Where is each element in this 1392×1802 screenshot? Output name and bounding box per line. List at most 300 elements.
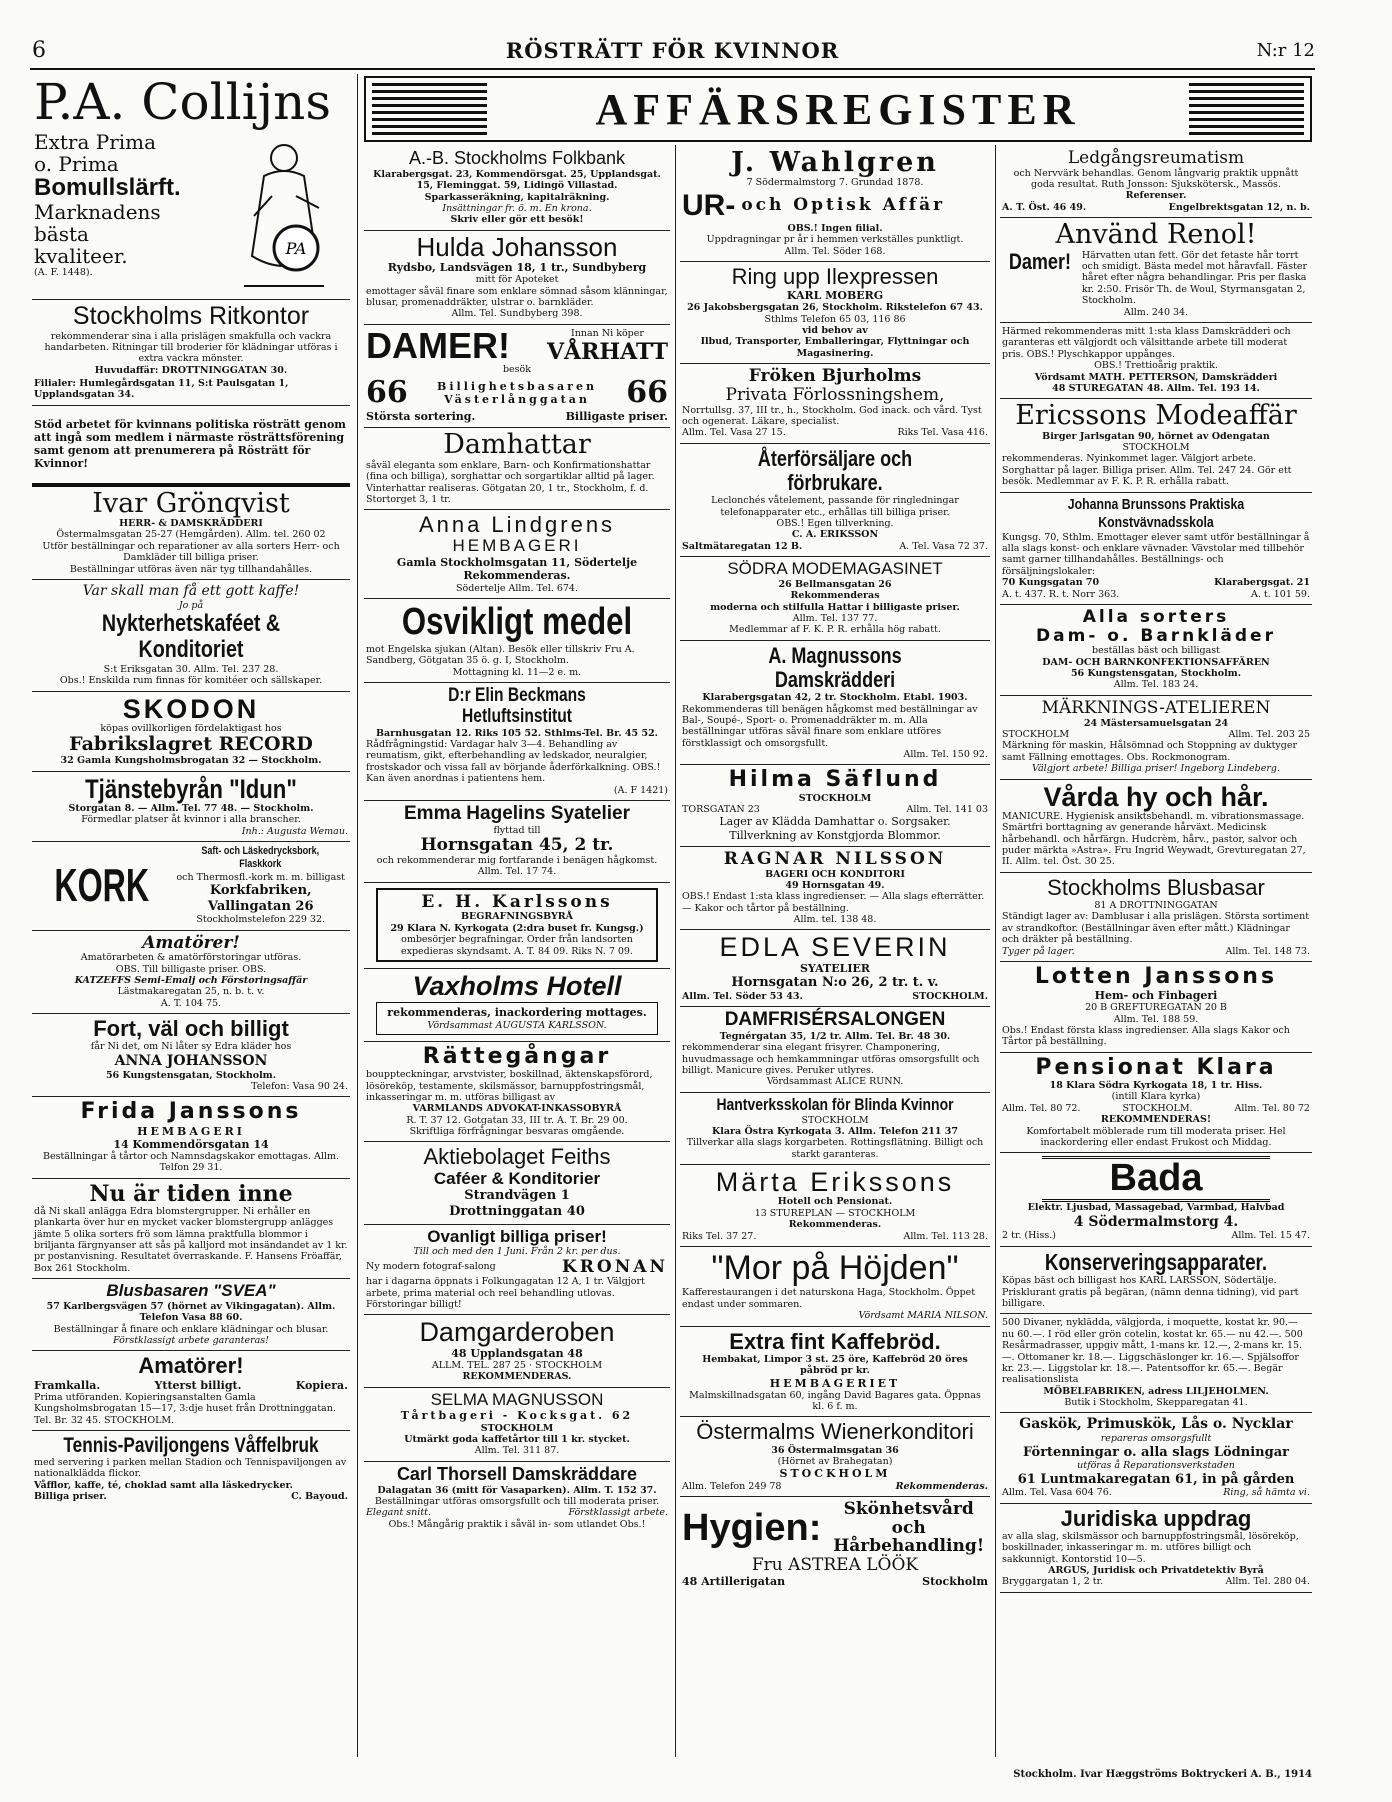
ad-right: Allm. Tel. 113 28. [903,1230,988,1242]
ad-tel: Södertelje Allm. Tel. 674. [456,582,578,594]
ad-idun [32,772,350,843]
ad-firm: MÖBELFABRIKEN, adress LILJEHOLMEN. [1043,1385,1269,1397]
ad-right: Allm. Tel. 141 03 [906,804,988,816]
ad-title: Vaxholms Hotell [412,971,622,1002]
ad-ragnar-nilsson [680,847,990,931]
ad-city: STOCKHOLM [798,792,872,804]
ad-city: STOCKHOLM [480,1422,554,1434]
ad-bada [1000,1153,1312,1246]
ad-sub: Privata Förlossningshem, [725,384,945,405]
ad-rattegangar [364,1042,670,1143]
ad-address: Barnhusgatan 12. Riks 105 52. Sthlms-Tel. Br. 45 52. [376,727,658,739]
ad-tagline: Till och med den 1 Juni. Från 2 kr. per dus. [413,1246,621,1258]
ad-text: mot Engelska sjukan (Altan). Besök eller tillskriv Fru A. Sandberg, Götgatan 35 ö. g. I, Stockholm. [366,643,635,667]
ad-signature: Vördsammast ALICE RUNN. [766,1076,904,1088]
ad-rek: REKOMMENDERAS. [462,1371,572,1383]
ad-title: RAGNAR NILSSON [723,848,947,869]
ad-left: Allm. Tel. 80 72. [1002,1102,1081,1114]
ad-address: 13 STUREPLAN — STOCKHOLM [754,1207,916,1219]
column-divider [357,74,358,1757]
ad-tel: A. T. 104 75. [160,997,222,1009]
ad-title: Rättegångar [422,1043,612,1069]
ad-brand: KRONAN [562,1256,668,1277]
ad-right: Allm. Tel. 80 72 [1234,1102,1310,1114]
ad-text: Beställningar å tårtor och Namnsdagskakor emottagas. Allm. Telfon 29 31. [42,1150,339,1174]
ad-address: 61 Luntmakaregatan 61, in på gården [1017,1471,1295,1487]
ad-text: Lager av Klädda Damhattar o. Sorgsaker. [719,815,951,829]
ad-text: Prima utföranden. Kopieringsanstalten Gamla Kungsholmsbrogatan 15—17, 3:dje huset från Drottninggatan. Tel. Br. 32 45. STOCKHOLM. [34,1391,336,1426]
ad-text: Ständigt lager av: Damblusar i alla prislägen. Största sortiment av strandkoftor. (Beställningar även efter mått.) Klädningar och dräkter på beställning. [1002,911,1310,946]
ad-big-word: Damer! [1008,248,1071,274]
ad-left: Allm. Tel. Vasa 27 15. [682,427,786,439]
ad-firm: VARMLANDS ADVOKAT-INKASSOBYRÅ [412,1103,622,1115]
ad-address: Hornsgatan 45, 2 tr. [420,835,614,856]
ad-sodra-modemagasinet [680,557,990,641]
ad-small: Jo på [178,599,204,611]
ad-left: A. T. Öst. 46 49. [1002,201,1087,213]
ad-amatorer-kopiering [32,1351,350,1431]
ad-address: Birger Jarlsgatan 90, hörnet av Odengatan [1042,430,1270,442]
ad-left: Tyger på lager. [1002,945,1075,957]
ad-ref: Referenser. [1125,190,1187,202]
ad-title: Östermalms Wienerkonditori [696,1419,974,1445]
ad-left: 70 Kungsgatan 70 [1002,577,1100,589]
ad-text: Insättningar fr. ö. m. En krona. [442,202,592,214]
ad-text: köpas ovillkorligen fördelaktigast hos [100,722,282,734]
ad-title: J. Wahlgren [731,147,939,178]
ad-address: Gamla Stockholmsgatan 11, Södertelje [396,556,638,570]
ad-address: Hornsgatan N:o 26, 2 tr. t. v. [731,974,939,990]
ad-tennis [32,1431,350,1507]
ad-title: Konserveringsapparater. [1044,1248,1268,1275]
header-rule [30,68,1315,70]
ad-text: av alla slag, skilsmässor och barnuppfostringsmål, lösöreköp, boskillnader, inkasseringar m. m. utföres billigt och sakkunnigt. Kontorstid 10—5. [1002,1530,1299,1565]
ad-sub: Dam- o. Barnkläder [1036,625,1276,646]
ad-title: A.-B. Stockholms Folkbank [408,148,626,168]
column-1 [32,74,350,1762]
ad-wahlgren [680,146,990,262]
ad-gaskok [1000,1413,1312,1503]
ad-text: ombesörjer begrafningar. Order från landsorten expedieras skyndsamt. A. T. 84 09. Riks N. 7 09. [400,934,633,957]
ad-fro [32,1179,350,1280]
ad-big-word: Hygien: [682,1506,822,1549]
ad-title: SELMA MAGNUSSON [430,1389,604,1409]
ad-text: rekommenderar sina elegant frisyrer. Champonering, huvudmassage och hemkammningar utföras omsorgsfullt och billigt. Manicure gives. Peruker utlyres. [682,1042,980,1077]
ad-title: Anna Lindgrens [418,512,616,538]
ad-sub: Butik i Stockholm, Skepparegatan 41. [1064,1397,1248,1409]
printer-footer: Stockholm. Ivar Hæggströms Boktryckeri A. B., 1914 [1013,1769,1312,1780]
column-divider [995,145,996,1757]
ad-petterson [1000,323,1312,399]
ad-big-word: UR- [682,188,736,222]
ad-title: D:r Elin Beckmans Hetluftsinstitut [448,684,586,727]
ad-title: Aktiebolaget Feiths [423,1144,611,1170]
ad-kronan [364,1225,670,1316]
ad-ledgangsreumatism [1000,146,1312,218]
ad-kork [32,842,350,930]
ad-address: Östermalmsgatan 25-27 (Hemgården). Allm. tel. 260 02 [56,529,326,541]
ad-hantverksskolan [680,1093,990,1165]
ad-right: Förstklassigt arbete. [568,1507,668,1519]
ad-text: får Ni det, om Ni låter sy Edra kläder hos [90,1041,292,1053]
ad-text: har i dagarna öppnats i Folkungagatan 12 A, 1 tr. Välgjort arbete, prima material och reel behandling utlovas. Förstoringar billigt! [366,1276,645,1311]
ad-text: OBS.! Ingen filial. [787,222,883,234]
ad-title: Damgarderoben [419,1317,615,1348]
ad-firm: DAM- OCH BARNKONFEKTIONSAFFÄREN [1042,656,1270,668]
ad-eriksson-element [680,444,990,557]
ad-line: bästa [34,222,89,247]
ad-right: Allm. Tel. 280 04. [1225,1576,1310,1588]
ad-city: STOCKHOLM [779,1467,891,1481]
ad-text: OBS.! Egen tillverkning. [776,517,894,529]
ad-text: och rekommenderar mig fortfarande i benägen hågkomst. [376,854,658,866]
ad-sub: Caféer & Konditorier [433,1168,601,1188]
ad-address: Klarabergsgat. 23, Kommendörsgat. 25, Upplandsgat. 15, Fleminggat. 59, Lidingö Villastad. [373,168,661,192]
ad-right: Allm. Tel. 15 47. [1231,1230,1310,1242]
ad-tel: Allm. Tel. Sundbyberg 398. [451,308,583,320]
ad-tel: Allm. Tel. 150 92. [903,749,988,761]
ad-juridiska-uppdrag [1000,1504,1312,1593]
ad-left: A. t. 437. R. t. Norr 363. [1002,588,1120,600]
ad-text: rekommenderas. Nyinkommet lager. Välgjort arbete. Sorghattar på lager. Billiga priser. Allm. Tel. 247 24. Gör ett besök. Medlemmar av F. K. P. R. erhålla rabatt. [1002,453,1292,488]
ad-feiths [364,1142,670,1224]
ad-title: Juridiska uppdrag [1060,1505,1252,1531]
ad-title: P.A. Collijns [34,74,331,131]
ad-text: Utför beställningar och reparationer av alla sorters Herr- och Damkläder till billiga priser. [42,540,340,564]
ad-sub: mitt för Apoteket [475,274,559,286]
ad-tel: Allm. Tel. Söder 168. [784,245,886,257]
ad-text: OBS.! Endast 1:sta klass ingredienser. — Alla slags efterrätter. — Kakor och tårtor på beställning. [682,891,985,914]
ad-title: Osvikligt medel [401,600,633,643]
ad-text: OBS.! Trettioårig praktik. [1094,360,1218,372]
ad-address: Malmskillnadsgatan 60, ingång David Bagares gata. Öppnas kl. 6 f. m. [689,1389,981,1413]
ad-damgarderoben [364,1315,670,1387]
ad-left: Elegant snitt. [366,1507,431,1519]
ad-tagline: Förstklassigt arbete garanteras! [113,1335,269,1347]
ad-title: Hantverksskolan för Blinda Kvinnor [716,1094,954,1114]
ad-title: Nu är tiden inne [89,1180,293,1207]
ad-text: Leclonchés våtelement, passande för ringledningar telefonapparater etc., erhållas till billiga priser. [711,495,959,518]
spinning-woman-illustration [224,136,344,296]
ad-thorsell [364,1462,670,1534]
ad-title: Tjänstebyrån "Idun" [85,773,297,804]
ad-address: 20 B GREFTUREGATAN 20 B [1085,1002,1227,1014]
ad-title: SKODON [122,693,260,724]
ad-text: MANICURE. Hygienisk ansiktsbehandl. m. vibrationsmassage. Smärtfri borttagning av generande hårväxt. Medicinsk hårbehandl. och hårfärgn. Hudcrèm, hårv., pastor, salvor och puder märkta »Astra». Fru Ingrid Weywadt, Grevturegatan 27, II. Allm. tel. Öst. 30 25. [1002,810,1306,868]
ad-title: Bada [1042,1156,1270,1202]
ad-mobelfabriken [1000,1314,1312,1413]
ad-address: 32 Gamla Kungsholmsbrogatan 32 — Stockholm. [60,755,322,767]
ad-right: STOCKHOLM. [912,990,988,1002]
ad-magnusson-damskradderi [680,641,990,766]
ad-street: Västerlånggatan [444,392,590,406]
ad-marta-eriksson [680,1165,990,1247]
ad-text: och Nervvärk behandlas. Genom långvarig praktik uppnått goda resultat. Ruth Jonsson: Sjukskötersk., Massös. [1013,167,1299,191]
ad-rek: REKOMMENDERAS! [1100,1114,1212,1126]
ad-ref: (A. F. 1448). [34,267,93,279]
column-3 [680,146,990,1762]
column-2 [364,146,670,1762]
ad-title: Extra fint Kaffebröd. [729,1328,941,1354]
ad-left: TORSGATAN 23 [682,804,760,816]
ad-left: Största sortering. [366,410,476,424]
ad-title: Amatörer! [138,1353,244,1379]
ad-text: Sparkasseräkning, kapitalräkning. [424,191,610,203]
ad-shop: Billighetsbasaren [437,379,597,393]
ad-title: Hulda Johansson [416,231,618,262]
ad-right: C. Bayoud. [291,1491,348,1503]
ad-number: 66 [366,375,408,411]
ad-text: med servering i parken mellan Stadion och Tennispaviljongen av nationalklädda flickor. [34,1457,347,1480]
ad-text: såväl eleganta som enklare, Barn- och Konfirmationshattar (fina och billiga), sorghattar och sorgartiklar alltid på lager. Vinterhattar realiseras. Götgatan 20, 1 tr., Stockholm, f. d. Stortorget 3, 1 tr. [366,459,655,505]
ad-ref: (A. F 1421) [613,784,668,796]
ad-line: Hårbehandling! [833,1536,985,1557]
ad-line: Extra Prima [34,130,157,154]
ad-text: Kafferestaurangen i det naturskona Haga, Stockholm. Öppet endast under sommaren. [682,1287,976,1310]
ad-hygien [680,1497,990,1592]
ad-title: Emma Hagelins Syatelier [404,803,630,825]
ad-title: Tennis-Paviljongens Våffelbruk [63,1433,319,1457]
ad-wienerkonditori [680,1417,990,1497]
ad-title: Amatörer! [142,932,240,953]
ad-address: 24 Mästersamuelsgatan 24 [1083,717,1229,729]
ad-damfriseringssalongen [680,1007,990,1093]
ad-line: och Thermosfl.-kork m. m. billigast [176,871,345,883]
ad-sub: flyttad till [493,824,541,836]
ad-city: STOCKHOLM [801,1114,869,1126]
ad-line: Stockholmstelefon 229 32. [196,914,326,926]
ad-text: Skriftliga förfrågningar besvaras omgående. [409,1126,625,1138]
ad-sub: BEGRAFNINGSBYRÅ [460,911,574,923]
ad-word: Ytterst billigt. [154,1378,242,1392]
ad-title: Fort, väl och billigt [93,1016,289,1042]
ad-title: Ivar Grönqvist [92,487,290,519]
ad-text: Mottagning kl. 11—2 e. m. [452,666,582,678]
ad-left: Allm. Telefon 249 78 [682,1480,782,1492]
ad-title: Stockholms Ritkontor [72,302,310,330]
ad-konserveringsapparater [1000,1247,1312,1314]
ad-text: Märkning för maskin, Hålsömnad och Stoppning av duktyger samt Fällning emottages. Obs. Rockmonogram. [1002,740,1298,763]
ad-line: Korkfabriken, Vallingatan 26 [207,882,314,914]
ad-text: då Ni skall anlägga Edra blomstergrupper. Ni erhåller en plankarta över hur en mycket vacker blomstergrupp anlägges jämte 5 olika sorters frö som lämna praktfulla blommor i briljanta färgnyanser att sås på kalljord mot insändandet av 1 kr. pr postanvisning. Resultatet överraskande. F. Hansens Fröaffär, Box 261 Stockholm. [34,1205,348,1274]
ad-right: A. Tel. Vasa 72 37. [899,540,988,552]
ad-bjurholm [680,364,990,444]
ad-address: 57 Karlbergsvägen 57 (hörnet av Vikingagatan). Allm. Telefon Vasa 88 60. [46,1300,336,1324]
ad-osvikligt [364,599,670,683]
ad-text: Obs.! Endast första klass ingredienser. Alla slags Kakor och Tårtor på beställning. [1002,1025,1290,1048]
ad-address: Klarabergsgatan 42, 2 tr. Stockholm. Etabl. 1903. [702,692,968,704]
ad-title: "Mor på Höjden" [711,1248,959,1287]
ad-anna-johansson [32,1014,350,1097]
register-banner [364,76,1312,142]
ad-text: Kungsg. 70, Sthlm. Emottager elever samt utför beställningar å alla slags konst- och enklare vävnader. Vävstolar med tillbehör samt garner tillhandahålles. Beställnings- och försäljningslokaler: [1002,531,1310,577]
ad-tel: Allm. 240 34. [1123,306,1189,318]
ad-text: Beställningar å finare och enklare klädningar och blusar. [53,1323,329,1335]
ad-address: 18 Klara Södra Kyrkogata 18, 1 tr. Hiss. [1049,1080,1263,1092]
ad-tel: Allm. Tel. 311 87. [474,1445,560,1457]
ad-text: Beställningar utföras även när tyg tillhandahålles. [69,563,313,575]
ad-sub: Hem- och Finbageri [1094,989,1218,1003]
ad-text: Uppdragningar pr år i hemmen verkställes punktligt. [706,234,964,246]
ad-tel: Telefon: Vasa 90 24. [251,1080,348,1092]
ad-hilma-saflund [680,765,990,846]
ad-who: ANNA JOHANSSON [114,1052,268,1069]
ad-address: Huvudaffär: DROTTNINGGATAN 30. [94,364,288,376]
ad-text: vid behov av [802,325,868,337]
ad-line: kvaliteer. [34,244,128,269]
ad-text: Våfflor, kaffe, té, choklad samt alla läskedrycker. [34,1479,293,1491]
ad-text: beställas bäst och billigast [1091,645,1220,657]
ad-anna-lindgren [364,510,670,599]
ad-text: moderna och stilfulla Hattar i billigaste priser. [710,601,960,613]
ad-title: Gaskök, Primuskök, Lås o. Nycklar [1019,1416,1293,1433]
ad-right: Stockholm [922,1574,988,1588]
ad-text: Ilbud, Transporter, Emballeringar, Flyttningar och Magasinering. [700,336,970,359]
ad-branches: Filialer: Humlegårdsgatan 11, S:t Paulsgatan 1, Upplandsgatan 34. [34,378,289,401]
ad-title: Ericssons Modeaffär [1015,400,1297,432]
ad-title: SÖDRA MODEMAGASINET [727,559,943,579]
ad-right: Allm. Tel. 148 73. [1225,945,1310,957]
ad-vaxholm [364,969,670,1042]
ad-text: Norrtullsg. 37, III tr., h., Stockholm. God inack. och vård. Tyst och ogenerat. Läkare, specialist. [682,404,982,427]
ad-text: Obs.! Mångårig praktik i såväl in- som utlandet Obs.! [388,1518,646,1530]
ad-who: C. A. ERIKSSON [791,529,879,541]
ad-text: Skriv eller gör ett besök! [450,214,584,226]
ad-title: EDLA SEVERIN [719,932,951,963]
ad-who: Vördsamt MATH. PETTERSON, Damskrädderi [1034,371,1278,383]
ad-billighetsbasaren [364,325,670,429]
ad-damhattar [364,428,670,510]
ad-amatorer-katzeff [32,931,350,1015]
ad-text: Elektr. Ljusbad, Massagebad, Varmbad, Halvbad [1027,1202,1285,1214]
ad-text: rekommenderar sina i alla prislägen smakfulla och vackra handarbeten. Ritningar till broderier för klädningar utföras i extra vackra mönster. [44,330,338,365]
svg-text:PA: PA [285,239,307,258]
ad-title: Lotten Janssons [1034,963,1278,989]
ad-hulda-johansson [364,231,670,325]
column-4 [1000,146,1312,1762]
ad-address: 81 A DROTTNINGGATAN [1094,899,1218,911]
ad-brunsson-vavskola [1000,493,1312,605]
ad-title: DAMFRISÉRSALONGEN [724,1008,946,1030]
ad-mor-pa-hojden [680,1247,990,1327]
ad-tel: Allm. tel. 138 48. [793,914,877,926]
ad-text: emottager såväl finare som enklare sömnad såsom klänningar, blusar, promenaddräkter, ulstrar o. barnkläder. [366,285,668,309]
ad-karlsson-begrafning [364,883,670,969]
ad-line: Skönhetsvård och [843,1499,974,1538]
ad-folkbank [364,146,670,231]
ad-tel: Allm. Tel. 183 24. [1113,679,1199,691]
ad-right: Billigaste priser. [565,410,668,424]
ad-address: S:t Eriksgatan 30. Allm. Tel. 237 28. [103,663,279,675]
ad-text: Förtenningar o. alla slags Lödningar [1023,1444,1289,1460]
ad-address: 36 Östermalmsgatan 36 [771,1444,899,1456]
ad-signature: Vördsamt MARIA NILSON. [858,1310,988,1322]
ad-ericssons-modeaffar [1000,399,1312,492]
ad-text: Tillverkning av Konstgjorda Blommor. [729,828,941,842]
ad-left: Riks Tel. 37 27. [682,1230,757,1242]
ad-title: E. H. Karlssons [421,891,613,912]
ad-ilexpressen [680,262,990,364]
ad-line: Saft- och Läskedrycksbork, Flaskkork [201,845,320,871]
ad-title: Använd Renol! [1055,219,1257,251]
ad-text: Härvatten utan fett. Gör det fetaste hår torrt och smidigt. Bästa medel mot håravfall. Fäster håret efter några behandlingar. Pris per flaska kr. 2:50. Frisör Th. de Woul, Styrmansgatan 2, Stockholm. [1081,249,1308,307]
column-divider [675,145,676,1757]
ad-edla-severin [680,930,990,1007]
ad-tel: Allm. Tel. 17 74. [477,866,557,878]
ad-owner: KARL MOBERG [786,289,884,303]
ad-signature: Inh.: Augusta Wemau. [241,825,348,837]
ad-address: Lästmakaregatan 25, n. b. t. v. [117,986,265,998]
ad-sub: repareras omsorgsfullt [1100,1433,1212,1445]
ad-address: Tegnérgatan 35, 1/2 tr. Allm. Tel. Br. 48 30. [719,1030,951,1042]
ad-left: Allm. Tel. Vasa 604 76. [1002,1487,1112,1499]
ad-right: Riks Tel. Vasa 416. [897,427,988,439]
ad-sub: HEMBAGERI [452,536,582,556]
ad-nykterhetskafe [32,580,350,692]
ad-sub: HEMBAGERIET [769,1376,901,1390]
ad-ritkontor [32,300,350,406]
ad-address: Rydsbo, Landsvägen 18, 1 tr., Sundbyberg [387,261,647,275]
ad-pensionat-klara [1000,1053,1312,1154]
ad-skodon [32,692,350,772]
ad-sub: Tårtbageri - Kocksgat. 62 [400,1409,634,1423]
ad-middle: STOCKHOLM. [1122,1102,1193,1114]
page-header [30,38,1315,66]
ad-address: 26 Jakobsbergsgatan 26, Stockholm. Rikstelefon 67 43. [687,302,983,314]
ad-right: Engelbrektsgatan 12, n. b. [1168,201,1310,213]
ad-title: Ledgångsreumatism [1067,148,1245,168]
ad-word: Kopiera. [295,1378,348,1392]
ad-address: Storgatan 8. — Allm. Tel. 77 48. — Stockholm. [68,803,314,814]
ad-title: Fröken Bjurholms [748,366,922,387]
ad-left: Bryggargatan 1, 2 tr. [1002,1576,1104,1588]
ad-title: Återförsäljare och förbrukare. [757,445,913,495]
ad-renol [1000,218,1312,323]
ad-left: STOCKHOLM [1002,728,1070,740]
ad-title: MÄRKNINGS-ATELIEREN [1041,697,1271,718]
ad-text: Förmedlar platser åt kvinnor i alla branscher. [81,814,301,826]
ad-sub: SYATELIER [799,961,870,975]
ad-title: Ovanligt billiga priser! [427,1226,607,1246]
ad-title: Ring upp Ilexpressen [731,263,939,289]
ad-sub: och Optisk Affär [741,195,946,216]
ad-address: 7 Södermalmstorg 7. Grundad 1878. [746,177,924,189]
ad-tel: Allm. Tel. 137 77. [792,612,878,624]
ad-address: 29 Klara N. Kyrkogata (2:dra buset fr. Kungsg.) [390,922,644,934]
ad-small: besök [502,363,532,375]
ad-text: Rådfrågningstid: Vardagar halv 3—4. Behandling av reumatism, gikt, efterbehandling av ledskador, neuralgier, frostskador och vissa fall av börjande åderförkalkning. OBS.! Kan även anordnas i patientens hem. [366,739,661,785]
ad-tagline: Var skall man få ett gott kaffe! [82,582,300,599]
ad-tel: ALLM. TEL. 287 25 · STOCKHOLM [431,1360,603,1371]
ad-text: Hembakat, Limpor 3 st. 25 öre, Kaffebröd 20 öres påbröd pr kr. [702,1353,968,1377]
ad-title: A. Magnussons Damskrädderi [768,642,902,692]
ad-address: 56 Kungstensgatan, Stockholm. [105,1069,277,1081]
ad-signature: Vördsammast AUGUSTA KARLSSON. [427,1019,607,1031]
ad-title: Märta Erikssons [715,1167,955,1198]
ad-firm: ARGUS, Juridisk och Privatdetektiv Byrå [1048,1564,1264,1576]
ad-title: Vårda hy och hår. [1043,781,1269,812]
ad-sub: HERR- & DAMSKRÄDDERI [119,517,263,529]
ad-title: Frida Janssons [80,1099,302,1125]
ad-selma-magnusson [364,1388,670,1462]
ad-markningsatelieren [1000,696,1312,780]
ad-title: Damhattar [443,429,591,461]
ad-address: 49 Hornsgatan 49. [785,879,885,891]
ad-text: Ny modern fotograf-salong [366,1261,496,1273]
ad-address: Drottninggatan 40 [449,1203,585,1219]
ad-sub: (Hörnet av Brahegatan) [777,1456,893,1468]
ad-word: Framkalla. [34,1378,101,1392]
